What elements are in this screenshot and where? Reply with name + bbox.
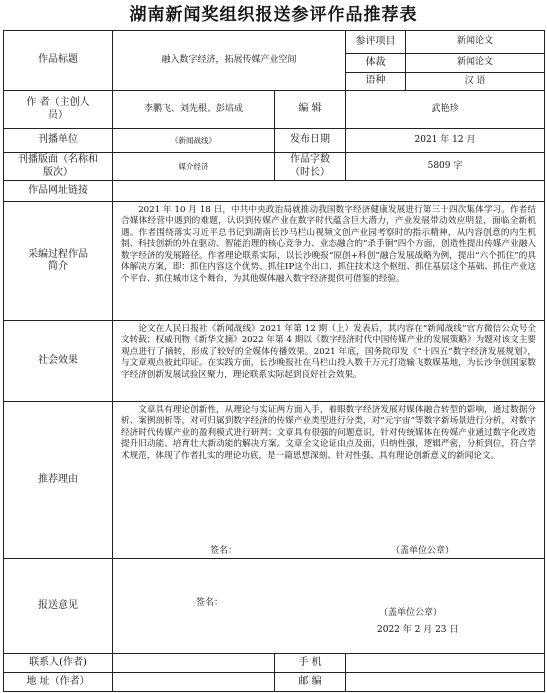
editor-label: 编 辑 [274,90,346,129]
opinion-sign-label: 签名： [196,598,224,608]
layout-label: 刊播版面（名称和版次） [3,152,113,181]
genre-label: 体裁 [345,53,406,73]
address-label: 地 址（作者） [3,672,113,692]
category-value: 新闻论文 [405,30,545,54]
effect-text: 论文在人民日报社《新闻战线》2021 年第 12 期（上）发表后，其内容在“新闻战线”官方微信公众号全文转载；权威刊物《新华文摘》2022 年第 4 期以《数字经济时代中国传媒产业的发展策略》为题对该文主要观点进行了摘转，形成了较好的全媒体传播效果。2021 年底，国务院印发《“十四五”数字经济发展规划》，与文章观点彼此印证。在实践方面，长沙晚报社在马栏山投入数千万元打造输飞数媒基地，为长沙争创国家数字经济创新发展试验区聚力，理论联系实际起到良好社会效果。 [112,320,545,402]
opinion-box [112,558,545,654]
word-count-value: 5809 字 [345,152,545,181]
word-count-label: 作品字数（时长） [274,152,346,181]
work-title-label: 作品标题 [3,30,113,91]
reason-sign-label: 签名： [210,546,238,556]
process-label: 采编过程作品简介 [3,201,113,321]
reason-label: 推荐理由 [3,401,113,559]
postcode-value[interactable] [345,672,545,692]
form-title: 湖南新闻奖组织报送参评作品推荐表 [129,5,418,25]
phone-label: 手 机 [274,653,346,673]
publisher-label: 刊播单位 [3,128,113,153]
author-label: 作 者（主创人员） [3,90,113,129]
url-value[interactable] [112,180,545,202]
opinion-date: 2022 年 2 月 23 日 [377,625,459,635]
reason-box [112,401,545,559]
publisher-value: 《新闻战线》 [112,128,275,153]
layout-value: 媒介经济 [112,152,275,181]
pub-date-label: 发布日期 [274,128,346,153]
address-value[interactable] [112,672,275,692]
genre-value: 新闻论文 [405,53,545,73]
work-title-value: 融入数字经济，拓展传媒产业空间 [112,30,346,91]
opinion-label: 报送意见 [3,558,113,654]
contact-label: 联系人(作者) [3,653,113,673]
phone-value[interactable] [345,653,545,673]
effect-label: 社会效果 [3,320,113,402]
reason-seal: （盖单位公章） [391,546,455,556]
contact-value[interactable] [112,653,275,673]
postcode-label: 邮 编 [274,672,346,692]
url-label: 作品网址链接 [3,180,113,202]
language-value: 汉 语 [405,72,545,91]
reason-text: 文章具有理论创新性，从理论与实证两方面入手，着眼数字经济发展对媒体融合转型的影响，通过数据分析、案例剖析等，对可归属到数字经济的传媒产业类型进行分类，对“元宇宙”等数字新场景进行分析，对数字经济时代传媒产业的盈利模式进行研判；文章具有很强的问题意识，针对传统媒体在传媒产业通过数字化改造提升旧动能、培育壮大新动能的解决方案。文章全文论证由点及面，归纳性强，逻辑严密，分析到位，符合学术规范，体现了作者扎实的理论功底，是一篇思想深刻、针对性强、具有理论创新意义的新闻论文。 [121,405,536,461]
process-text: 2021 年 10 月 18 日，中共中央政治局就推动我国数字经济健康发展进行第三十四次集体学习。作者结合媒体经营中遇到的难题，认识到传媒产业在数字时代蕴含巨大潜力，产业发展带动效应明显，面临全新机遇。作者围绕落实习近平总书记到湖南长沙马栏山视频文创产业园考察时的指示精神，从内容创意的内生机制、科技创新的外在驱动、智能治理的核心竞争力、业态融合的“杀手锏”四个方面，创造性提出传媒产业融入数字经济的发展路径。作者理论联系实际，以长沙晚报“原创+科创”融合发展战略为例，提出“六个抓住”的具体解决方案，即：抓住内容这个优势、抓住IP这个出口、抓住技术这个枢纽、抓住基层这个基础、抓住产业这个平台、抓住城市这个舞台，为其他媒体融入数字经济提供可借鉴的经验。 [112,201,545,321]
author-value: 李鹏飞、刘先根、彭培成 [112,90,275,129]
category-label: 参评项目 [345,30,406,54]
language-label: 语种 [345,72,406,91]
pub-date-value: 2021 年 12 月 [345,128,545,153]
editor-value: 武艳珍 [345,90,545,129]
opinion-seal: （盖单位公章） [379,608,443,618]
